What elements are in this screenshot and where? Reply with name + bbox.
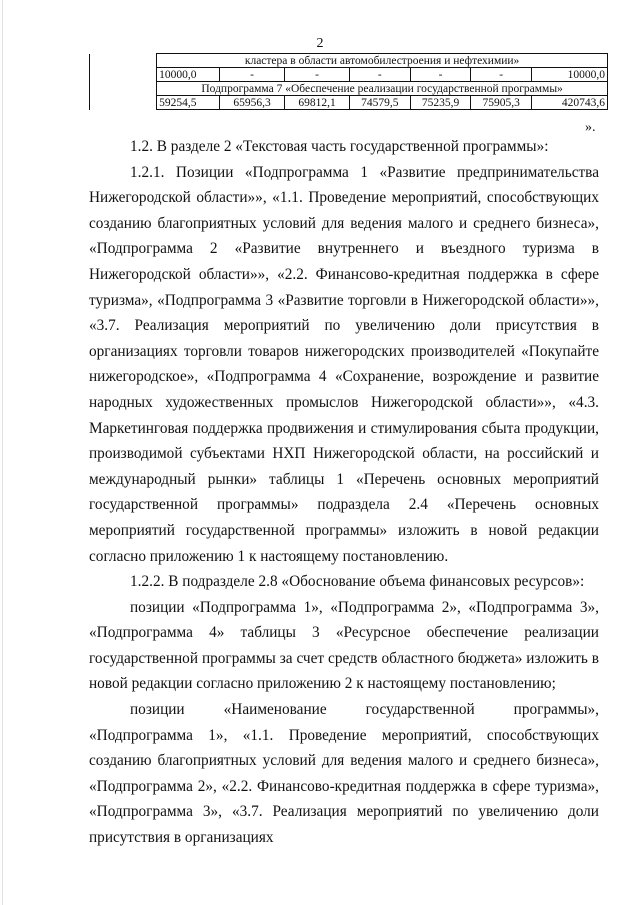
table-row: [90, 54, 608, 68]
table-cell: 75235,9: [410, 96, 471, 110]
table-cell: 59254,5: [157, 96, 220, 110]
scan-edge-line: [2, 0, 3, 905]
table-cell-cluster: кластера в области автомобилестроения и нефтехимии»: [157, 54, 608, 68]
table-cell: -: [285, 68, 350, 82]
page-number: 2: [316, 36, 324, 51]
table-cell: 10000,0: [157, 68, 220, 82]
table-cell-blank: [90, 68, 157, 82]
budget-table-fragment: [89, 53, 608, 110]
table-cell: -: [350, 68, 411, 82]
table-closing-quote: ».: [585, 120, 596, 135]
table-cell: 75905,3: [471, 96, 532, 110]
table-cell: -: [220, 68, 285, 82]
table-cell: 69812,1: [285, 96, 350, 110]
table-cell-blank: [90, 54, 157, 68]
table-cell-blank: [90, 82, 157, 96]
table-cell-subprogram: Подпрограмма 7 «Обеспечение реализации государственной программы»: [157, 82, 608, 96]
paragraph-section-1-2: 1.2. В разделе 2 «Текстовая часть государственной программы»:: [130, 138, 549, 155]
table-cell: 420743,6: [532, 96, 608, 110]
table-cell: 10000,0: [532, 68, 608, 82]
table-cell: -: [410, 68, 471, 82]
table-cell-blank: [90, 96, 157, 110]
paragraph-1-2-2: 1.2.2. В подразделе 2.8 «Обоснование объема финансовых ресурсов»:: [130, 573, 585, 591]
table-row: [90, 96, 608, 110]
document-body: [89, 134, 599, 851]
table-cell: 65956,3: [220, 96, 285, 110]
table-cell: -: [471, 68, 532, 82]
table-cell: 74579,5: [350, 96, 411, 110]
paragraph-positions-table-3: позиции «Подпрограмма 1», «Подпрограмма 2», «Подпрограмма 3», «Подпрограмма 4» таблицы 3 «Ресурсное обеспечение реализации государственной программы за счет средств областного бюджета» изложить в новой редакции согласно приложению 2 к настоящему постановлению;: [89, 598, 599, 693]
table-row: [90, 82, 608, 96]
table-row: [90, 68, 608, 82]
paragraph-1-2-1: 1.2.1. Позиции «Подпрограмма 1 «Развитие предпринимательства Нижегородской области»», «1.1. Проведение мероприятий, способствующих созданию благоприятных условий для ведения малого и среднего бизнеса», «Подпрограмма 2 «Развитие внутреннего и въездного туризма в Нижегородской области»», «2.2. Финансово-кредитная поддержка в сфере туризма», «Подпрограмма 3 «Развитие торговли в Нижегородской области»», «3.7. Реализация мероприятий по увеличению доли присутствия в организациях торговли товаров нижегородских производителей «Покупайте нижегородское», «Подпрограмма 4 «Сохранение, возрождение и развитие народных художественных промыслов Нижегородской области»», «4.3. Маркетинговая поддержка продвижения и стимулирования сбыта продукции, производимой субъектами НХП Нижегородской области, на российский и международный рынки» таблицы 1 «Перечень основных мероприятий государственной программы» подраздела 2.4 «Перечень основных мероприятий государственной программы» изложить в новой редакции согласно приложению 1 к настоящему постановлению.: [89, 163, 599, 565]
paragraph-positions-program-name: позиции «Наименование государственной программы», «Подпрограмма 1», «1.1. Проведение мероприятий, способствующих созданию благоприятных условий для ведения малого и среднего бизнеса», «Подпрограмма 2», «2.2. Финансово-кредитная поддержка в сфере туризма», «Подпрограмма 3», «3.7. Реализация мероприятий по увеличению доли присутствия в организациях: [89, 701, 599, 847]
